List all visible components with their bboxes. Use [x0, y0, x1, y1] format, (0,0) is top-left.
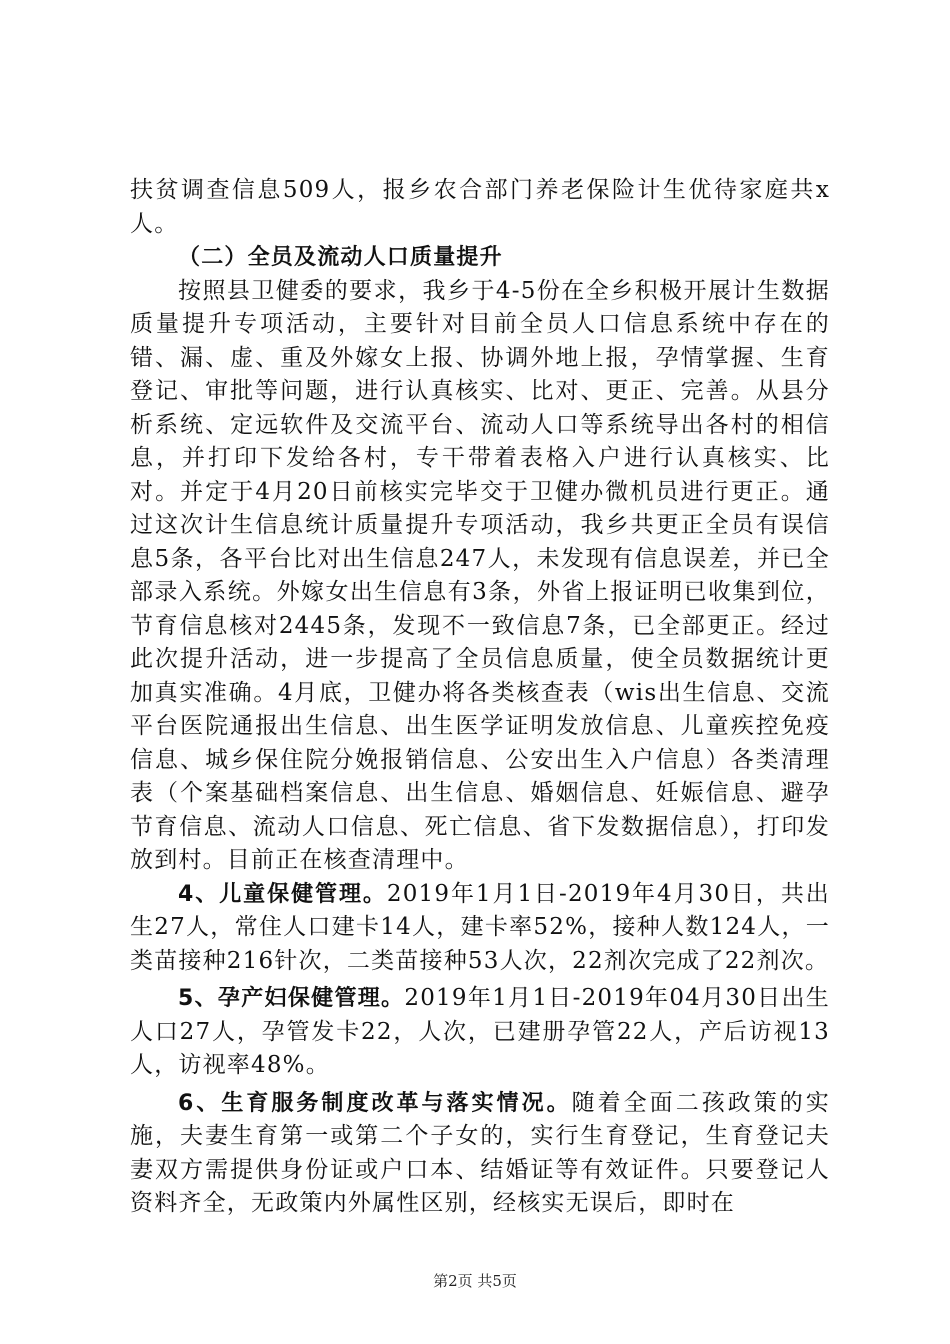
maternal-health-title: 5、孕产妇保健管理。 [178, 986, 405, 1011]
birth-service-reform-title: 6、生育服务制度改革与落实情况。 [178, 1090, 572, 1116]
section-heading: （二）全员及流动人口质量提升 [178, 245, 503, 270]
paragraph-intro: 扶贫调查信息509人，报乡农合部门养老保险计生优待家庭共x人。 [130, 177, 830, 237]
child-health-text: 2019年1月1日-2019年4月30日，共出生27人，常住人口建卡14人，建卡率52%，接种人数124人，一类苗接种216针次，二类苗接种53人次，22剂次完成了22剂次。 [130, 880, 830, 974]
paragraph-quality-improvement: 按照县卫健委的要求，我乡于4-5份在全乡积极开展计生数据质量提升专项活动，主要针对目前全员人口信息系统中存在的错、漏、虚、重及外嫁女上报、协调外地上报，孕情掌握、生育登记、审批等问题，进行认真核实、比对、更正、完善。从县分析系统、定远软件及交流平台、流动人口等系统导出各村的相信息，并打印下发给各村，专干带着表格入户进行认真核实、比对。并定于4月20日前核实完毕交于卫健办微机员进行更正。通过这次计生信息统计质量提升专项活动，我乡共更正全员有误信息5条，各平台比对出生信息247人，未发现有信息误差，并已全部录入系统。外嫁女出生信息有3条，外省上报证明已收集到位，节育信息核对2445条，发现不一致信息7条，已全部更正。经过此次提升活动，进一步提高了全员信息质量，使全员数据统计更加真实准确。4月底，卫健办将各类核查表（wis出生信息、交流平台医院通报出生信息、出生医学证明发放信息、儿童疾控免疫信息、城乡保住院分娩报销信息、公安出生入户信息）各类清理表（个案基础档案信息、出生信息、婚姻信息、妊娠信息、避孕节育信息、流动人口信息、死亡信息、省下发数据信息），打印发放到村。目前正在核查清理中。 [130, 277, 830, 873]
paragraph-child-health [130, 878, 830, 979]
child-health-title: 4、儿童保健管理。 [178, 881, 387, 907]
birth-service-reform-text: 随着全面二孩政策的实施，夫妻生育第一或第二个子女的，实行生育登记，生育登记夫妻双方需提供身份证或户口本、结婚证等有效证件。只要登记人资料齐全，无政策内外属性区别，经核实无误后，即时在 [130, 1089, 830, 1216]
paragraph-maternal-health [130, 982, 830, 1083]
page-number-footer: 第2页 共5页 [433, 1272, 517, 1290]
document-body [130, 174, 830, 1221]
paragraph-birth-service-reform [130, 1087, 830, 1221]
maternal-health-text: 2019年1月1日-2019年04月30日出生人口27人，孕管发卡22，人次，已建册孕管22人，产后访视13人，访视率48%。 [130, 985, 830, 1078]
